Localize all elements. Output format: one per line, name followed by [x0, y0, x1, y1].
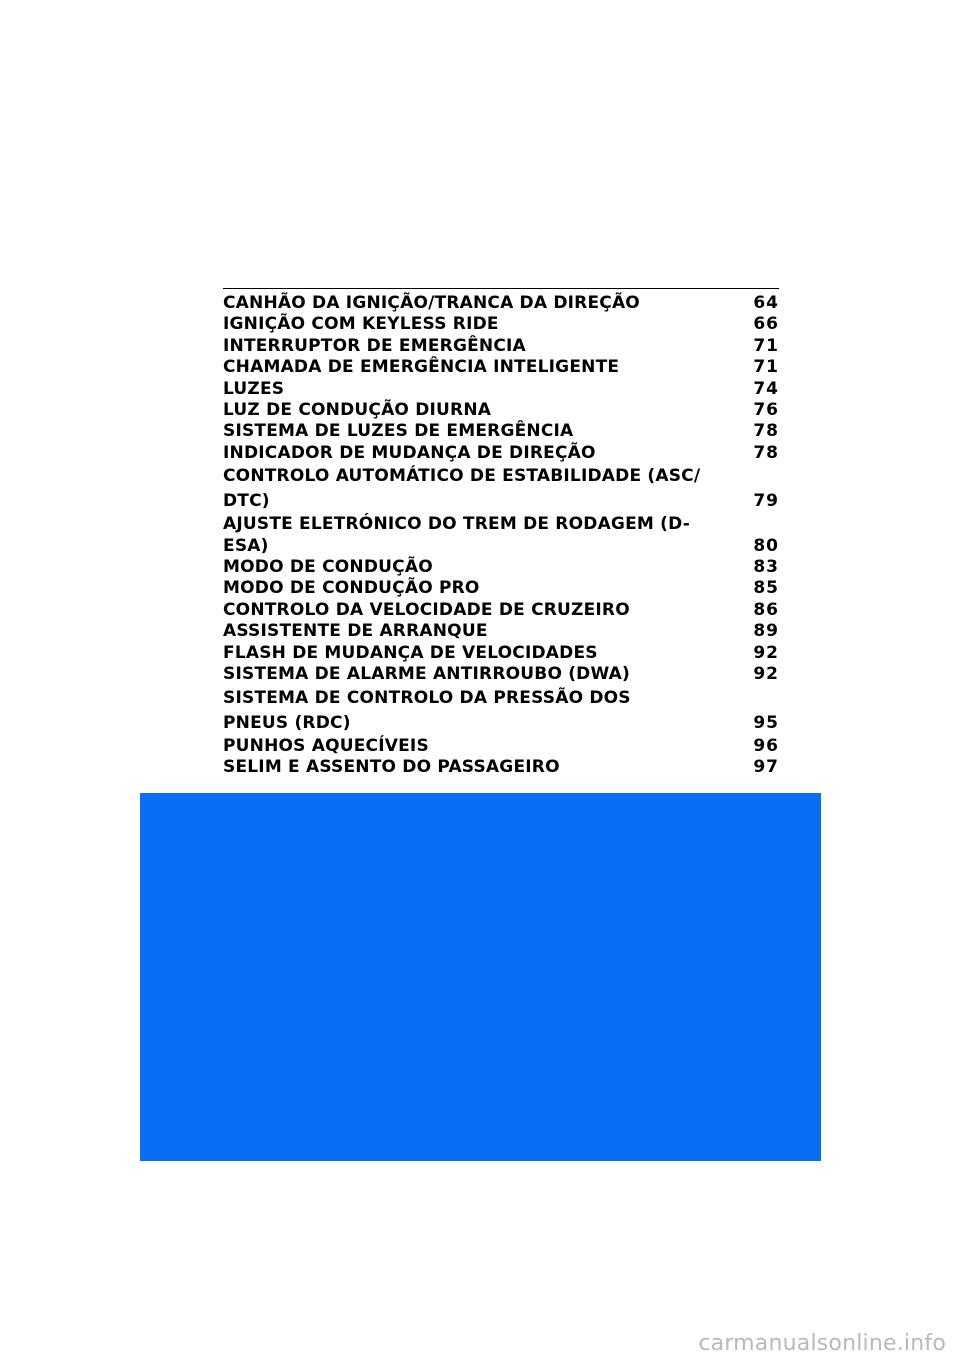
toc-entry-page: 83: [753, 557, 779, 578]
toc-entry-title: ASSISTENTE DE ARRANQUE: [223, 621, 488, 642]
toc-entry-title: CHAMADA DE EMERGÊNCIA INTELIGENTE: [223, 357, 620, 378]
toc-entry-page: 95: [753, 712, 779, 733]
toc-entry[interactable]: [223, 664, 779, 685]
toc-entry[interactable]: [223, 400, 779, 421]
toc-entry-title: SISTEMA DE ALARME ANTIRROUBO (DWA): [223, 664, 631, 685]
toc-entry-page: 64: [753, 293, 779, 313]
toc-entry-page: 89: [753, 621, 779, 642]
toc-entry[interactable]: [223, 557, 779, 578]
toc-entry-title: IGNIÇÃO COM KEYLESS RIDE: [223, 314, 499, 335]
toc-entry-title: CONTROLO AUTOMÁTICO DE ESTABILIDADE (ASC/ DTC): [223, 466, 701, 512]
toc-entry[interactable]: [223, 686, 779, 736]
toc-entry[interactable]: [223, 621, 779, 642]
toc-entry-title: SISTEMA DE LUZES DE EMERGÊNCIA: [223, 421, 574, 442]
toc-entry-title: SELIM E ASSENTO DO PASSAGEIRO: [223, 756, 560, 777]
toc-entry-title: LUZES: [223, 378, 285, 399]
toc-entry[interactable]: [223, 514, 779, 557]
toc-entry[interactable]: [223, 643, 779, 664]
toc-entry[interactable]: [223, 464, 779, 514]
toc-entry-title: INTERRUPTOR DE EMERGÊNCIA: [223, 335, 526, 356]
toc-entry-title: SISTEMA DE CONTROLO DA PRESSÃO DOS PNEUS (RDC): [223, 687, 631, 733]
toc-entry-page: 92: [753, 642, 779, 663]
toc-entry-page: 74: [753, 378, 779, 399]
toc-entry-page: 85: [753, 578, 779, 599]
toc-entry[interactable]: [223, 757, 779, 778]
toc-entry-title: INDICADOR DE MUDANÇA DE DIREÇÃO: [223, 442, 596, 463]
toc-entry[interactable]: [223, 600, 779, 621]
toc-entry-page: 76: [753, 400, 779, 421]
toc-entry-page: 78: [753, 421, 779, 442]
toc-entry-page: 80: [753, 535, 779, 556]
toc-entry[interactable]: [223, 314, 779, 335]
blue-panel: [140, 793, 821, 1161]
toc-entry-page: 86: [753, 599, 779, 620]
toc-entry-page: 92: [753, 664, 779, 685]
toc-entry[interactable]: [223, 293, 779, 314]
watermark-text: carmanualsonline.info: [698, 1331, 946, 1356]
toc-entry-title: CONTROLO DA VELOCIDADE DE CRUZEIRO: [223, 599, 630, 620]
toc-entry[interactable]: [223, 421, 779, 442]
toc-entry-page: 66: [753, 314, 779, 335]
toc-entry-page: 71: [753, 335, 779, 356]
toc-entry-page: 78: [753, 442, 779, 463]
toc-entry[interactable]: [223, 443, 779, 464]
table-of-contents: [223, 288, 779, 778]
toc-entry-title: MODO DE CONDUÇÃO: [223, 557, 433, 578]
toc-entry-title: FLASH DE MUDANÇA DE VELOCIDADES: [223, 642, 598, 663]
toc-entry-title: CANHÃO DA IGNIÇÃO/TRANCA DA DIREÇÃO: [223, 293, 640, 313]
toc-entry-page: 71: [753, 357, 779, 378]
toc-entry-title: MODO DE CONDUÇÃO PRO: [223, 578, 480, 599]
toc-entry[interactable]: [223, 736, 779, 757]
toc-entry[interactable]: [223, 578, 779, 599]
toc-entry-title: LUZ DE CONDUÇÃO DIURNA: [223, 400, 492, 421]
toc-entry-title: PUNHOS AQUECÍVEIS: [223, 735, 429, 756]
toc-entry[interactable]: [223, 379, 779, 400]
toc-entry-title: AJUSTE ELETRÓNICO DO TREM DE RODAGEM (D-ESA): [223, 514, 690, 556]
toc-entry-page: 79: [753, 491, 779, 512]
toc-entry-page: 96: [753, 735, 779, 756]
toc-entry-page: 97: [753, 756, 779, 777]
toc-entry[interactable]: [223, 336, 779, 357]
toc-entry[interactable]: [223, 357, 779, 378]
